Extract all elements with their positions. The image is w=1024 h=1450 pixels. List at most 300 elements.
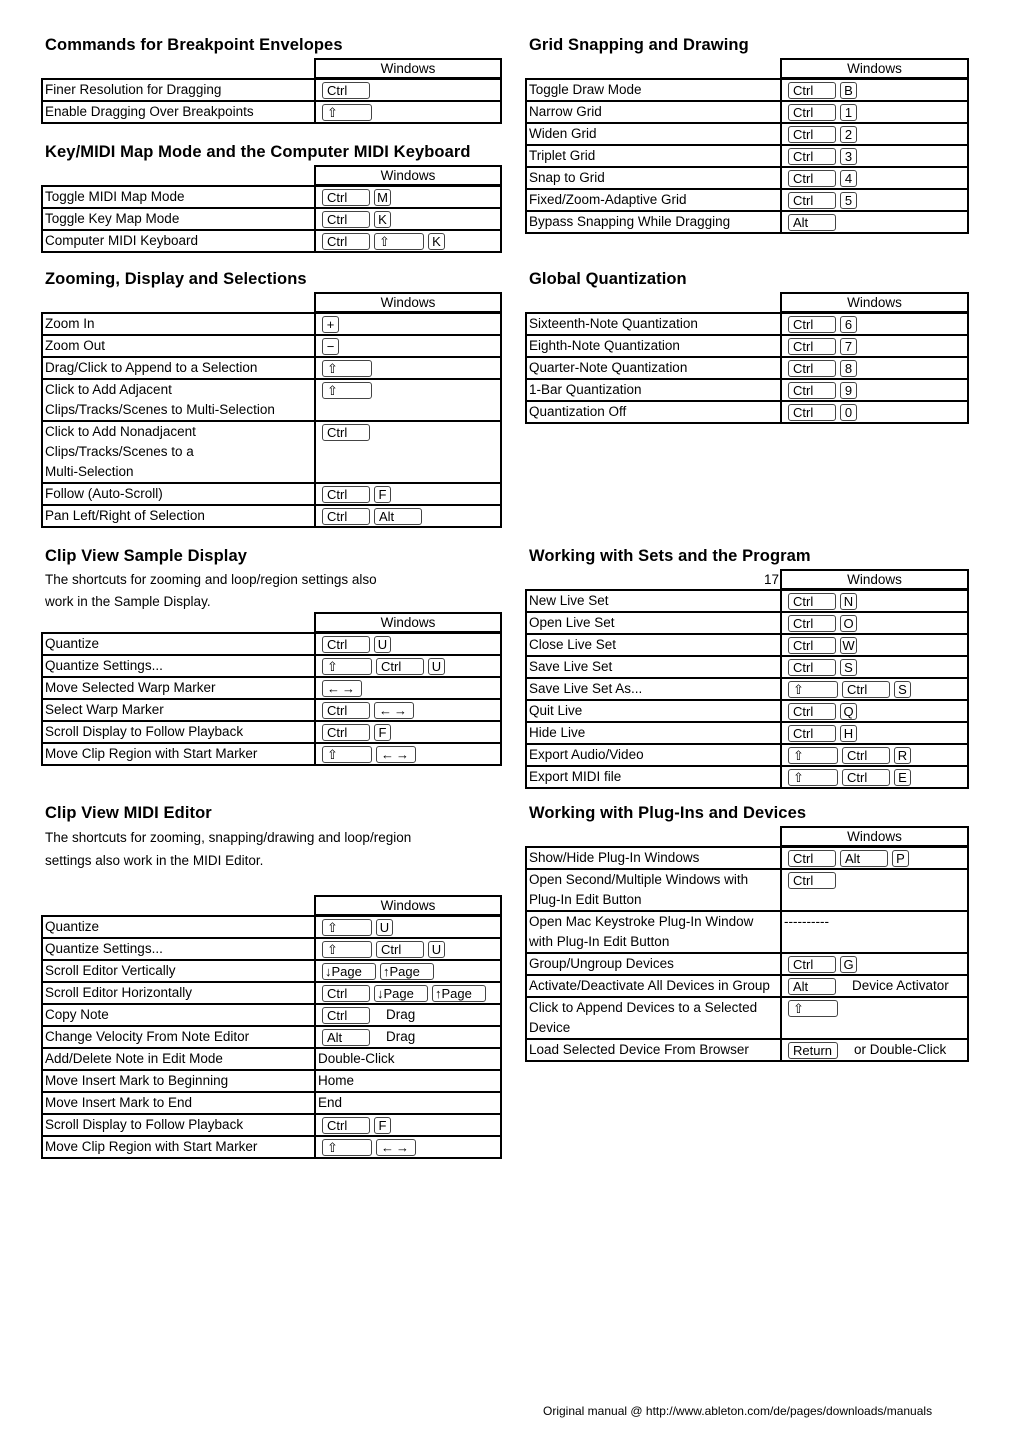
- command-label-line: Plug-In Edit Button: [529, 892, 642, 907]
- key-cap: Alt: [840, 850, 888, 867]
- command-label-line: Open Second/Multiple Windows with: [529, 872, 749, 887]
- key-cap: +: [322, 316, 339, 333]
- table-row: [526, 335, 968, 357]
- shortcut-keys: [781, 101, 968, 123]
- key-cap: 4: [840, 170, 857, 187]
- shortcut-keys: [781, 722, 968, 744]
- table-row: [42, 1026, 501, 1048]
- table-row: [42, 79, 501, 101]
- table-row: [42, 1114, 501, 1136]
- key-cap: Q: [840, 703, 857, 720]
- command-label: Show/Hide Plug-In Windows: [526, 847, 781, 869]
- key-cap: M: [374, 189, 391, 206]
- command-label: Eighth-Note Quantization: [526, 335, 781, 357]
- shortcut-keys: [315, 633, 501, 655]
- command-label: Copy Note: [42, 1004, 315, 1026]
- command-label: [526, 997, 781, 1039]
- key-cap: F: [374, 724, 391, 741]
- table-row: [526, 975, 968, 997]
- section-title: Working with Plug-Ins and Devices: [529, 804, 807, 822]
- shortcut-keys: [315, 916, 501, 938]
- windows-column-header: Windows: [314, 612, 502, 633]
- shortcut-table: [41, 312, 502, 528]
- key-cap: ↑Page: [380, 963, 434, 980]
- table-row: [526, 167, 968, 189]
- key-cap: Ctrl: [842, 747, 890, 764]
- shortcut-keys: [315, 982, 501, 1004]
- command-label-line: Open Mac Keystroke Plug-In Window: [529, 914, 754, 929]
- shortcut-table: [41, 78, 502, 124]
- command-label-line: with Plug-In Edit Button: [529, 934, 670, 949]
- table-row: [526, 123, 968, 145]
- key-cap: U: [376, 919, 393, 936]
- table-row: [526, 911, 968, 953]
- key-cap: ←→: [322, 680, 362, 697]
- command-label-line: Multi-Selection: [45, 464, 134, 479]
- key-cap: Ctrl: [788, 703, 836, 720]
- key-cap: W: [840, 637, 857, 654]
- key-cap: Ctrl: [322, 702, 370, 719]
- table-row: [42, 1092, 501, 1114]
- command-label: Move Insert Mark to End: [42, 1092, 315, 1114]
- shortcut-extra-text: Device Activator: [852, 978, 949, 993]
- key-cap: ⇧: [788, 769, 838, 786]
- shortcut-keys: [781, 211, 968, 233]
- command-label: New Live Set: [526, 590, 781, 612]
- table-row: [526, 997, 968, 1039]
- key-cap: F: [374, 1117, 391, 1134]
- command-label: Enable Dragging Over Breakpoints: [42, 101, 315, 123]
- key-cap: 8: [840, 360, 857, 377]
- key-cap: Alt: [322, 1029, 370, 1046]
- key-cap: Ctrl: [376, 941, 424, 958]
- shortcut-keys: [781, 357, 968, 379]
- key-cap: Ctrl: [322, 189, 370, 206]
- key-cap: R: [894, 747, 911, 764]
- section-note: work in the Sample Display.: [45, 594, 211, 609]
- section-note: The shortcuts for zooming, snapping/drawing and loop/region: [45, 830, 412, 845]
- shortcut-keys: [315, 1114, 501, 1136]
- key-cap: Return: [788, 1042, 838, 1059]
- table-row: [526, 79, 968, 101]
- command-label: [526, 869, 781, 911]
- shortcut-keys: [315, 1004, 501, 1026]
- shortcut-keys: [315, 208, 501, 230]
- table-row: [526, 101, 968, 123]
- key-cap: Ctrl: [322, 211, 370, 228]
- key-cap: Ctrl: [788, 725, 836, 742]
- key-cap: Ctrl: [842, 769, 890, 786]
- table-row: [526, 313, 968, 335]
- key-cap: Ctrl: [788, 82, 836, 99]
- key-cap: O: [840, 615, 857, 632]
- table-row: [42, 483, 501, 505]
- table-row: [42, 230, 501, 252]
- table-row: [526, 357, 968, 379]
- table-row: [526, 590, 968, 612]
- key-cap: Ctrl: [788, 404, 836, 421]
- key-cap: 5: [840, 192, 857, 209]
- key-cap: Ctrl: [788, 126, 836, 143]
- key-cap: Ctrl: [788, 360, 836, 377]
- table-row: [42, 655, 501, 677]
- shortcut-keys: [781, 313, 968, 335]
- key-cap: ⇧: [322, 360, 372, 377]
- section-title: Clip View MIDI Editor: [45, 804, 212, 822]
- key-cap: Ctrl: [788, 104, 836, 121]
- table-row: [526, 700, 968, 722]
- key-cap: 1: [840, 104, 857, 121]
- command-label: Open Live Set: [526, 612, 781, 634]
- shortcut-keys: [315, 1026, 501, 1048]
- command-label: [42, 379, 315, 421]
- command-label: Pan Left/Right of Selection: [42, 505, 315, 527]
- section-title: Working with Sets and the Program: [529, 547, 811, 565]
- command-label: Hide Live: [526, 722, 781, 744]
- key-cap: Ctrl: [788, 872, 836, 889]
- shortcut-keys: [781, 869, 968, 911]
- key-cap: U: [428, 658, 445, 675]
- table-row: [526, 211, 968, 233]
- command-label: Triplet Grid: [526, 145, 781, 167]
- table-row: [526, 656, 968, 678]
- command-label-line: Click to Add Adjacent: [45, 382, 172, 397]
- shortcut-keys: [315, 721, 501, 743]
- key-cap: ⇧: [374, 233, 424, 250]
- key-cap: Ctrl: [322, 985, 370, 1002]
- section-title: Grid Snapping and Drawing: [529, 36, 749, 54]
- shortcut-keys: [781, 656, 968, 678]
- key-cap: ⇧: [322, 1139, 372, 1156]
- command-label: Scroll Display to Follow Playback: [42, 1114, 315, 1136]
- command-label-line: Clips/Tracks/Scenes to a: [45, 444, 194, 459]
- key-cap: Ctrl: [788, 170, 836, 187]
- footer-source-note: Original manual @ http://www.ableton.com/de/pages/downloads/manuals: [543, 1404, 933, 1418]
- key-cap: S: [840, 659, 857, 676]
- table-row: [526, 189, 968, 211]
- command-label: Quarter-Note Quantization: [526, 357, 781, 379]
- command-label: Activate/Deactivate All Devices in Group: [526, 975, 781, 997]
- key-cap: ⇧: [788, 747, 838, 764]
- table-row: [42, 677, 501, 699]
- key-cap: U: [428, 941, 445, 958]
- section-title: Commands for Breakpoint Envelopes: [45, 36, 343, 54]
- shortcut-keys: [315, 335, 501, 357]
- shortcut-keys: [781, 634, 968, 656]
- section-title: Global Quantization: [529, 270, 687, 288]
- key-cap: Ctrl: [322, 424, 370, 441]
- shortcut-keys: [781, 847, 968, 869]
- command-label: Toggle Draw Mode: [526, 79, 781, 101]
- key-cap: U: [374, 636, 391, 653]
- shortcut-keys: [315, 230, 501, 252]
- key-cap: S: [894, 681, 911, 698]
- key-cap: P: [892, 850, 909, 867]
- key-cap: Ctrl: [322, 1117, 370, 1134]
- table-row: [526, 634, 968, 656]
- command-label: 1-Bar Quantization: [526, 379, 781, 401]
- key-cap: 6: [840, 316, 857, 333]
- command-label: Save Live Set: [526, 656, 781, 678]
- command-label: Widen Grid: [526, 123, 781, 145]
- table-row: [526, 869, 968, 911]
- shortcut-keys: [781, 123, 968, 145]
- command-label: Zoom In: [42, 313, 315, 335]
- command-label: Move Selected Warp Marker: [42, 677, 315, 699]
- table-row: [42, 938, 501, 960]
- shortcut-keys: ----------: [781, 911, 968, 953]
- key-cap: Ctrl: [376, 658, 424, 675]
- key-cap: Ctrl: [322, 636, 370, 653]
- table-row: [42, 982, 501, 1004]
- shortcut-keys: [315, 313, 501, 335]
- table-row: [526, 722, 968, 744]
- key-cap: ⇧: [322, 919, 372, 936]
- table-row: [42, 186, 501, 208]
- key-cap: B: [840, 82, 857, 99]
- shortcut-keys: [781, 997, 968, 1039]
- command-label: Move Insert Mark to Beginning: [42, 1070, 315, 1092]
- table-row: [526, 953, 968, 975]
- shortcut-keys: [315, 357, 501, 379]
- shortcut-table: [525, 846, 969, 1062]
- shortcut-table: [525, 78, 969, 234]
- shortcut-keys: [781, 79, 968, 101]
- key-cap: Ctrl: [322, 233, 370, 250]
- table-row: [42, 335, 501, 357]
- shortcut-keys: [781, 766, 968, 788]
- command-label: Load Selected Device From Browser: [526, 1039, 781, 1061]
- shortcut-keys: [315, 186, 501, 208]
- command-label: Sixteenth-Note Quantization: [526, 313, 781, 335]
- command-label: Toggle Key Map Mode: [42, 208, 315, 230]
- shortcut-keys: [315, 938, 501, 960]
- key-cap: Alt: [788, 978, 836, 995]
- shortcut-keys: End: [315, 1092, 501, 1114]
- key-cap: ←→: [376, 1139, 416, 1156]
- key-cap: ⇧: [322, 746, 372, 763]
- shortcut-keys: Home: [315, 1070, 501, 1092]
- windows-column-header: Windows: [780, 826, 969, 847]
- shortcut-keys: [781, 700, 968, 722]
- section-note: settings also work in the MIDI Editor.: [45, 853, 264, 868]
- command-label: [42, 421, 315, 483]
- shortcut-keys: [315, 79, 501, 101]
- command-label: Quantize: [42, 633, 315, 655]
- shortcut-keys: [315, 1136, 501, 1158]
- key-cap: ↑Page: [432, 985, 486, 1002]
- table-row: [42, 505, 501, 527]
- key-cap: H: [840, 725, 857, 742]
- key-cap: ⇧: [322, 104, 372, 121]
- command-label: Bypass Snapping While Dragging: [526, 211, 781, 233]
- key-cap: Ctrl: [322, 486, 370, 503]
- shortcut-table: [41, 915, 502, 1159]
- key-cap: Ctrl: [788, 316, 836, 333]
- table-row: [42, 379, 501, 421]
- table-row: [42, 313, 501, 335]
- shortcut-keys: [781, 1039, 968, 1061]
- shortcut-keys: [781, 401, 968, 423]
- command-label: Scroll Display to Follow Playback: [42, 721, 315, 743]
- key-cap: E: [894, 769, 911, 786]
- command-label: Fixed/Zoom-Adaptive Grid: [526, 189, 781, 211]
- table-row: [526, 847, 968, 869]
- key-cap: Ctrl: [842, 681, 890, 698]
- command-label: Quantize: [42, 916, 315, 938]
- windows-column-header: Windows: [314, 292, 502, 313]
- table-row: [42, 101, 501, 123]
- command-label: [526, 911, 781, 953]
- command-label: Finer Resolution for Dragging: [42, 79, 315, 101]
- command-label: Close Live Set: [526, 634, 781, 656]
- command-label: Move Clip Region with Start Marker: [42, 1136, 315, 1158]
- shortcut-keys: [781, 189, 968, 211]
- shortcut-keys: [781, 145, 968, 167]
- command-label: Change Velocity From Note Editor: [42, 1026, 315, 1048]
- table-row: [42, 421, 501, 483]
- table-row: [526, 678, 968, 700]
- table-row: [42, 743, 501, 765]
- shortcut-keys: [781, 744, 968, 766]
- shortcut-keys: Double-Click: [315, 1048, 501, 1070]
- command-label: Drag/Click to Append to a Selection: [42, 357, 315, 379]
- key-cap: F: [374, 486, 391, 503]
- key-cap: Ctrl: [788, 192, 836, 209]
- command-label: Group/Ungroup Devices: [526, 953, 781, 975]
- shortcut-table: [41, 185, 502, 253]
- table-row: [42, 1070, 501, 1092]
- key-cap: Ctrl: [788, 659, 836, 676]
- command-label: Follow (Auto-Scroll): [42, 483, 315, 505]
- key-cap: Ctrl: [788, 637, 836, 654]
- key-cap: Ctrl: [788, 956, 836, 973]
- windows-column-header: Windows: [780, 569, 969, 590]
- key-cap: Ctrl: [322, 1007, 370, 1024]
- shortcut-keys: [781, 953, 968, 975]
- key-cap: K: [374, 211, 391, 228]
- table-row: [42, 357, 501, 379]
- shortcut-keys: [781, 167, 968, 189]
- command-label: Move Clip Region with Start Marker: [42, 743, 315, 765]
- windows-column-header: Windows: [780, 292, 969, 313]
- shortcut-keys: [315, 483, 501, 505]
- command-label-line: Click to Add Nonadjacent: [45, 424, 196, 439]
- shortcut-table: [41, 632, 502, 766]
- section-title: Clip View Sample Display: [45, 547, 248, 565]
- table-row: [42, 633, 501, 655]
- table-row: [526, 612, 968, 634]
- shortcut-keys: [315, 655, 501, 677]
- table-row: [42, 208, 501, 230]
- shortcut-keys: [781, 678, 968, 700]
- command-label-line: Clips/Tracks/Scenes to Multi-Selection: [45, 402, 275, 417]
- key-cap: Ctrl: [322, 724, 370, 741]
- table-row: [42, 1136, 501, 1158]
- key-cap: Alt: [788, 214, 836, 231]
- shortcut-table: [525, 312, 969, 424]
- key-cap: Ctrl: [788, 338, 836, 355]
- shortcut-keys: [781, 612, 968, 634]
- command-label: Quit Live: [526, 700, 781, 722]
- key-cap: Ctrl: [788, 148, 836, 165]
- table-row: [526, 145, 968, 167]
- windows-column-header: Windows: [780, 58, 969, 79]
- key-cap: Ctrl: [322, 82, 370, 99]
- key-cap: ⇧: [788, 681, 838, 698]
- command-label: Add/Delete Note in Edit Mode: [42, 1048, 315, 1070]
- key-cap: ⇧: [322, 382, 372, 399]
- command-label-line: Device: [529, 1020, 571, 1035]
- table-row: [42, 721, 501, 743]
- table-row: [42, 916, 501, 938]
- key-cap: ⇧: [322, 941, 372, 958]
- key-cap: ←→: [376, 746, 416, 763]
- command-label: Quantize Settings...: [42, 655, 315, 677]
- table-row: [42, 699, 501, 721]
- key-cap: Ctrl: [788, 850, 836, 867]
- key-cap: ⇧: [322, 658, 372, 675]
- command-label: Zoom Out: [42, 335, 315, 357]
- shortcut-extra-text: Drag: [386, 1007, 416, 1022]
- command-label: Snap to Grid: [526, 167, 781, 189]
- key-cap: G: [840, 956, 857, 973]
- shortcut-keys: [315, 699, 501, 721]
- table-row: [42, 1004, 501, 1026]
- command-label: Export MIDI file: [526, 766, 781, 788]
- key-cap: Ctrl: [788, 615, 836, 632]
- table-row: [42, 960, 501, 982]
- shortcut-keys: [781, 379, 968, 401]
- table-row: [526, 744, 968, 766]
- key-cap: Ctrl: [788, 593, 836, 610]
- shortcut-extra-text: Drag: [386, 1029, 416, 1044]
- key-cap: K: [428, 233, 445, 250]
- table-row: [526, 1039, 968, 1061]
- key-cap: 7: [840, 338, 857, 355]
- table-row: [526, 766, 968, 788]
- command-label: Select Warp Marker: [42, 699, 315, 721]
- command-label: Narrow Grid: [526, 101, 781, 123]
- key-cap: ↓Page: [374, 985, 428, 1002]
- shortcut-keys: [315, 505, 501, 527]
- key-cap: N: [840, 593, 857, 610]
- shortcut-keys: [781, 335, 968, 357]
- key-cap: 9: [840, 382, 857, 399]
- section-note: The shortcuts for zooming and loop/region settings also: [45, 572, 377, 587]
- key-cap: ⇧: [788, 1000, 838, 1017]
- shortcut-keys: [315, 421, 501, 483]
- table-row: [42, 1048, 501, 1070]
- shortcut-keys: [781, 975, 968, 997]
- page-number: 17: [764, 572, 780, 587]
- command-label: Quantize Settings...: [42, 938, 315, 960]
- key-cap: −: [322, 338, 339, 355]
- shortcut-extra-text: or Double-Click: [854, 1042, 947, 1057]
- table-row: [526, 401, 968, 423]
- key-cap: 0: [840, 404, 857, 421]
- command-label: Quantization Off: [526, 401, 781, 423]
- key-cap: 2: [840, 126, 857, 143]
- section-title: Key/MIDI Map Mode and the Computer MIDI Keyboard: [45, 143, 471, 161]
- command-label: Export Audio/Video: [526, 744, 781, 766]
- shortcut-keys: [315, 960, 501, 982]
- shortcut-keys: [315, 379, 501, 421]
- command-label: Scroll Editor Vertically: [42, 960, 315, 982]
- key-cap: Ctrl: [788, 382, 836, 399]
- key-cap: Alt: [374, 508, 422, 525]
- command-label: Save Live Set As...: [526, 678, 781, 700]
